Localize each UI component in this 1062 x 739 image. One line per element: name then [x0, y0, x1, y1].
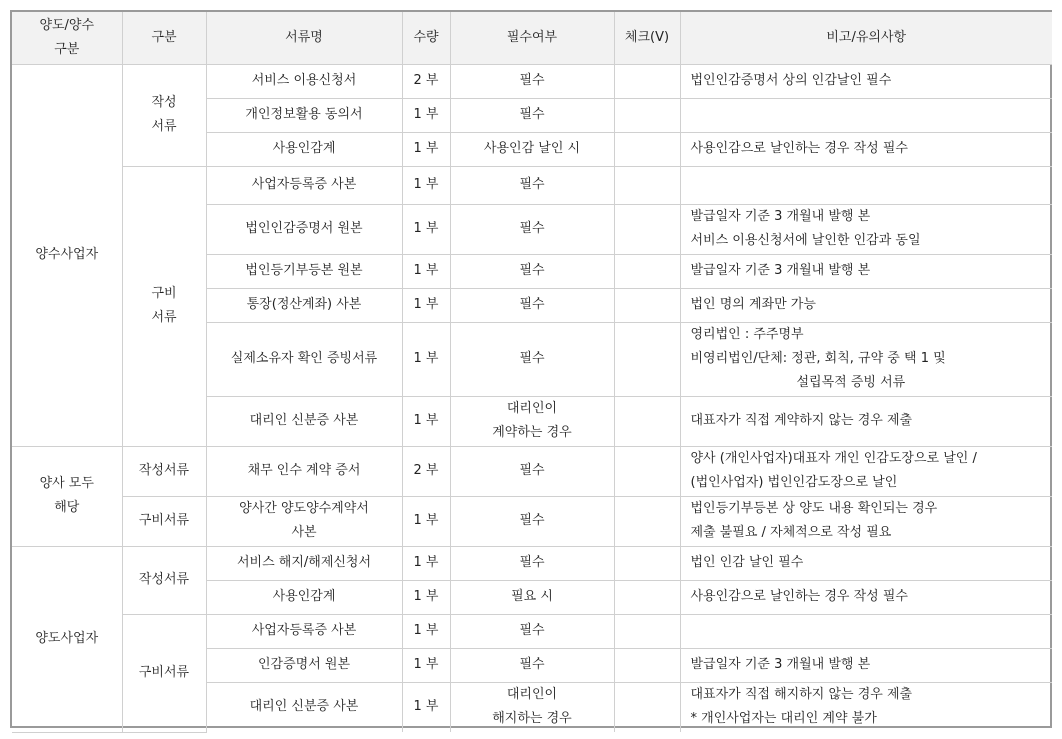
document-name-cell — [206, 98, 402, 132]
required-cell — [450, 546, 614, 580]
note-line: 법인 명의 계좌만 가능 — [690, 297, 816, 312]
required-text: 대리인이 — [506, 687, 558, 703]
note-cell — [680, 64, 1052, 98]
check-cell[interactable] — [614, 204, 680, 254]
required-text: 사용인감 날인 시 — [483, 141, 581, 156]
category-line: 구비 — [151, 286, 177, 301]
note-line: * 개인사업자는 대리인 계약 불가 — [690, 711, 877, 727]
check-cell[interactable] — [614, 98, 680, 132]
document-name-cell — [206, 64, 402, 98]
quantity-cell: 1 부 — [402, 682, 450, 732]
note-line: 법인인감증명서 상의 인감날인 필수 — [690, 73, 892, 88]
document-name-cell — [206, 546, 402, 580]
document-name-cell — [206, 322, 402, 396]
document-name: 채무 인수 계약 증서 — [247, 463, 361, 478]
required-text: 필수 — [519, 657, 545, 672]
document-checklist-table — [12, 12, 1052, 733]
document-name-cell — [206, 204, 402, 254]
note-cell — [680, 204, 1052, 254]
required-cell — [450, 132, 614, 166]
document-name-cell — [206, 496, 402, 546]
note-cell — [680, 288, 1052, 322]
required-text: 대리인이 — [506, 401, 558, 416]
required-text: 필수 — [519, 555, 545, 570]
document-name: 서비스 해지/해제신청서 — [236, 555, 372, 570]
required-cell — [450, 648, 614, 682]
document-name: 사본 — [291, 525, 317, 540]
check-cell[interactable] — [614, 648, 680, 682]
note-cell — [680, 254, 1052, 288]
table-header-row — [12, 12, 1052, 64]
required-cell — [450, 98, 614, 132]
required-text: 필수 — [519, 73, 545, 88]
note-cell — [680, 132, 1052, 166]
category-line: 작성 — [151, 95, 177, 110]
quantity-cell: 1 부 — [402, 132, 450, 166]
note-cell — [680, 446, 1052, 496]
note-cell — [680, 648, 1052, 682]
check-cell[interactable] — [614, 166, 680, 204]
document-name: 법인등기부등본 원본 — [245, 263, 363, 278]
document-name: 대리인 신분증 사본 — [249, 413, 359, 428]
quantity-cell: 1 부 — [402, 580, 450, 614]
table-row — [12, 166, 1052, 204]
document-name-cell — [206, 446, 402, 496]
required-cell — [450, 166, 614, 204]
table-row — [12, 446, 1052, 496]
header-party-line: 구분 — [54, 41, 80, 57]
quantity-cell: 1 부 — [402, 322, 450, 396]
required-cell — [450, 446, 614, 496]
note-cell — [680, 682, 1052, 732]
document-name: 서비스 이용신청서 — [251, 73, 357, 88]
quantity-cell: 1 부 — [402, 614, 450, 648]
required-cell — [450, 254, 614, 288]
document-name-cell — [206, 580, 402, 614]
required-text: 계약하는 경우 — [492, 425, 572, 440]
required-text: 필수 — [519, 263, 545, 278]
check-cell[interactable] — [614, 132, 680, 166]
quantity-cell: 1 부 — [402, 254, 450, 288]
note-cell — [680, 396, 1052, 446]
category-cell-attached: 구비서류 — [122, 496, 206, 546]
document-name: 사업자등록증 사본 — [251, 623, 357, 638]
category-cell-attached: 구비서류 — [122, 614, 206, 732]
note-line: 양사 (개인사업자)대표자 개인 인감도장으로 날인 / — [690, 451, 977, 466]
note-line: 발급일자 기준 3 개월내 발행 본 — [690, 209, 871, 224]
party-cell-transferee: 양수사업자 — [12, 64, 122, 446]
quantity-cell: 1 부 — [402, 288, 450, 322]
note-cell — [680, 98, 1052, 132]
table-row — [12, 64, 1052, 98]
header-party — [12, 12, 122, 64]
quantity-cell: 1 부 — [402, 648, 450, 682]
table-row — [12, 614, 1052, 648]
party-cell-both — [12, 446, 122, 546]
quantity-cell: 1 부 — [402, 204, 450, 254]
note-cell — [680, 546, 1052, 580]
note-line: 사용인감으로 날인하는 경우 작성 필수 — [690, 141, 908, 156]
header-category: 구분 — [122, 12, 206, 64]
required-text: 필수 — [519, 513, 545, 528]
note-cell — [680, 614, 1052, 648]
check-cell[interactable] — [614, 580, 680, 614]
note-line: 대표자가 직접 해지하지 않는 경우 제출 — [690, 687, 913, 703]
quantity-cell: 2 부 — [402, 64, 450, 98]
category-cell-attached — [122, 166, 206, 446]
required-cell — [450, 496, 614, 546]
check-cell[interactable] — [614, 254, 680, 288]
note-line: 법인등기부등본 상 양도 내용 확인되는 경우 — [690, 501, 938, 516]
document-name-cell — [206, 288, 402, 322]
quantity-cell: 1 부 — [402, 98, 450, 132]
check-cell[interactable] — [614, 446, 680, 496]
category-line: 서류 — [151, 119, 177, 134]
note-line: 설립목적 증빙 서류 — [796, 375, 906, 390]
required-cell — [450, 682, 614, 732]
required-cell — [450, 580, 614, 614]
quantity-cell: 1 부 — [402, 496, 450, 546]
note-line: 제출 불필요 / 자체적으로 작성 필요 — [690, 525, 892, 540]
document-name-cell — [206, 166, 402, 204]
category-cell-written: 작성서류 — [122, 546, 206, 614]
party-line: 양사 모두 — [39, 476, 94, 491]
document-name-cell — [206, 682, 402, 732]
header-party-line: 양도/양수 — [39, 17, 95, 33]
document-name: 실제소유자 확인 증빙서류 — [230, 351, 378, 366]
document-name-cell — [206, 132, 402, 166]
note-line: 발급일자 기준 3 개월내 발행 본 — [690, 657, 871, 672]
required-cell — [450, 396, 614, 446]
quantity-cell: 1 부 — [402, 396, 450, 446]
quantity-cell: 1 부 — [402, 546, 450, 580]
document-name: 양사간 양도양수계약서 — [239, 501, 369, 516]
header-check: 체크(V) — [614, 12, 680, 64]
document-name: 대리인 신분증 사본 — [249, 699, 359, 715]
header-quantity: 수량 — [402, 12, 450, 64]
category-cell-written — [122, 64, 206, 166]
required-text: 필수 — [519, 297, 545, 312]
required-text: 필수 — [519, 463, 545, 478]
category-cell-written: 작성서류 — [122, 446, 206, 496]
note-cell — [680, 496, 1052, 546]
note-line: 비영리법인/단체: 정관, 회칙, 규약 중 택 1 및 — [690, 351, 946, 366]
required-text: 필수 — [519, 623, 545, 638]
document-name-cell — [206, 648, 402, 682]
required-cell — [450, 614, 614, 648]
document-name: 사용인감계 — [272, 589, 336, 604]
required-cell — [450, 64, 614, 98]
category-line: 서류 — [151, 310, 177, 325]
document-name: 사용인감계 — [272, 141, 336, 156]
check-cell[interactable] — [614, 614, 680, 648]
required-text: 해지하는 경우 — [492, 711, 572, 727]
required-text: 필수 — [519, 107, 545, 122]
document-name: 인감증명서 원본 — [257, 657, 351, 672]
header-required: 필수여부 — [450, 12, 614, 64]
check-cell[interactable] — [614, 682, 680, 732]
required-text: 필요 시 — [511, 589, 553, 604]
note-line: 영리법인 : 주주명부 — [690, 327, 804, 342]
note-cell — [680, 166, 1052, 204]
required-text: 필수 — [519, 351, 545, 366]
check-cell[interactable] — [614, 64, 680, 98]
table-row — [12, 546, 1052, 580]
document-name: 통장(정산계좌) 사본 — [246, 297, 362, 312]
required-cell — [450, 204, 614, 254]
note-line: 서비스 이용신청서에 날인한 인감과 동일 — [690, 233, 921, 248]
required-cell — [450, 322, 614, 396]
note-line: 발급일자 기준 3 개월내 발행 본 — [690, 263, 871, 278]
quantity-cell: 1 부 — [402, 166, 450, 204]
header-document-name: 서류명 — [206, 12, 402, 64]
document-name: 개인정보활용 동의서 — [245, 107, 363, 122]
check-cell[interactable] — [614, 322, 680, 396]
check-cell[interactable] — [614, 396, 680, 446]
table-row — [12, 496, 1052, 546]
document-name-cell — [206, 396, 402, 446]
header-notes: 비고/유의사항 — [680, 12, 1052, 64]
document-name: 사업자등록증 사본 — [251, 177, 357, 192]
required-text: 필수 — [519, 221, 545, 236]
required-text: 필수 — [519, 177, 545, 192]
document-table-frame — [10, 10, 1052, 728]
required-cell — [450, 288, 614, 322]
note-line: (법인사업자) 법인인감도장으로 날인 — [690, 475, 898, 490]
note-line: 법인 인감 날인 필수 — [690, 555, 804, 570]
note-line: 사용인감으로 날인하는 경우 작성 필수 — [690, 589, 908, 604]
check-cell[interactable] — [614, 546, 680, 580]
document-name-cell — [206, 254, 402, 288]
note-cell — [680, 322, 1052, 396]
note-cell — [680, 580, 1052, 614]
check-cell[interactable] — [614, 288, 680, 322]
document-name-cell — [206, 614, 402, 648]
quantity-cell: 2 부 — [402, 446, 450, 496]
party-line: 해당 — [54, 500, 80, 515]
note-line: 대표자가 직접 계약하지 않는 경우 제출 — [690, 413, 913, 428]
document-name: 법인인감증명서 원본 — [245, 221, 363, 236]
check-cell[interactable] — [614, 496, 680, 546]
party-cell-transferor: 양도사업자 — [12, 546, 122, 732]
